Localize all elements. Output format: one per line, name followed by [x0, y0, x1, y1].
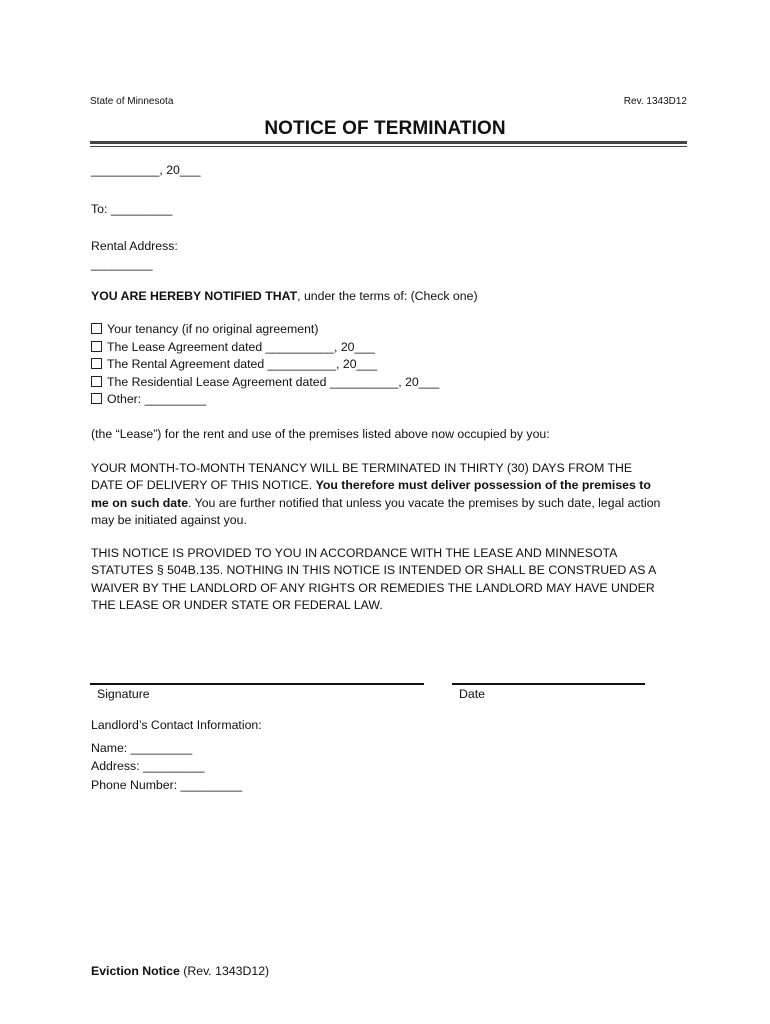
termination-line-4: may be initiated against you.	[91, 513, 247, 528]
checkbox[interactable]	[91, 341, 102, 352]
notice-intro	[91, 288, 478, 305]
rental-address-label: Rental Address:	[91, 239, 178, 253]
signature-label: Signature	[97, 687, 150, 701]
state-header: State of Minnesota	[90, 96, 174, 107]
lease-line: (the “Lease”) for the rent and use of the premises listed above now occupied by you:	[91, 427, 550, 441]
footer-title: Eviction Notice	[91, 964, 180, 978]
title-rule-thin	[90, 146, 687, 147]
termination-line-3-bold: me on such date	[91, 495, 189, 510]
footer-revision: (Rev. 1343D12)	[179, 964, 270, 978]
landlord-name-field: Name: _________	[91, 741, 193, 755]
date-signature-line[interactable]	[452, 683, 645, 685]
option-label: Other: _________	[107, 392, 207, 406]
checkbox[interactable]	[91, 358, 102, 369]
document-title: NOTICE OF TERMINATION	[264, 118, 506, 139]
option-rental-agreement[interactable]	[91, 356, 439, 374]
date-label: Date	[459, 687, 485, 701]
termination-line-3-plain: . You are further notified that unless you vacate the premises by such date, legal action	[188, 495, 661, 510]
option-label: The Residential Lease Agreement dated __________, 20___	[107, 374, 440, 389]
option-label: Your tenancy (if no original agreement)	[107, 322, 319, 336]
option-tenancy[interactable]	[91, 321, 439, 339]
rental-address-value: _________	[91, 257, 153, 271]
to-line: To: _________	[91, 202, 173, 216]
revision-header: Rev. 1343D12	[623, 96, 687, 107]
checkbox[interactable]	[91, 376, 102, 387]
checkbox[interactable]	[91, 323, 102, 334]
landlord-contact-heading: Landlord’s Contact Information:	[91, 718, 262, 732]
option-label: The Lease Agreement dated __________, 20___	[107, 339, 376, 354]
termination-line-2-plain: DATE OF DELIVERY OF THIS NOTICE.	[91, 478, 316, 493]
statute-line-1: THIS NOTICE IS PROVIDED TO YOU IN ACCORDANCE WITH THE LEASE AND MINNESOTA	[91, 546, 618, 560]
statute-line-3: WAIVER BY THE LANDLORD OF ANY RIGHTS OR REMEDIES THE LANDLORD MAY HAVE UNDER	[91, 580, 655, 595]
landlord-contact-fields	[91, 739, 242, 794]
title-rule-thick	[90, 141, 687, 144]
statute-paragraph	[91, 545, 691, 615]
checkbox[interactable]	[91, 393, 102, 404]
termination-paragraph	[91, 460, 691, 530]
statute-line-4: THE LEASE OR UNDER STATE OR FEDERAL LAW.	[91, 598, 383, 613]
date-line: __________, 20___	[91, 163, 201, 177]
statute-line-2: STATUTES § 504B.135. NOTHING IN THIS NOTICE IS INTENDED OR SHALL BE CONSTRUED AS A	[91, 563, 657, 578]
termination-line-2-bold: You therefore must deliver possession of the premises to	[315, 478, 651, 493]
landlord-phone-field: Phone Number: _________	[91, 777, 243, 792]
footer	[91, 963, 269, 980]
termination-line-1: YOUR MONTH-TO-MONTH TENANCY WILL BE TERMINATED IN THIRTY (30) DAYS FROM THE	[91, 461, 633, 475]
notice-intro-bold: YOU ARE HEREBY NOTIFIED THAT	[91, 289, 298, 303]
termination-line-2	[91, 477, 691, 494]
notice-intro-rest: , under the terms of: (Check one)	[297, 289, 478, 303]
signature-line[interactable]	[90, 683, 424, 685]
option-lease-agreement[interactable]	[91, 339, 439, 357]
landlord-address-field: Address: _________	[91, 759, 205, 774]
option-other[interactable]	[91, 391, 439, 409]
option-label: The Rental Agreement dated __________, 20___	[107, 357, 378, 371]
termination-line-3	[91, 495, 691, 512]
termination-options	[91, 321, 439, 409]
option-residential-lease[interactable]	[91, 374, 439, 392]
